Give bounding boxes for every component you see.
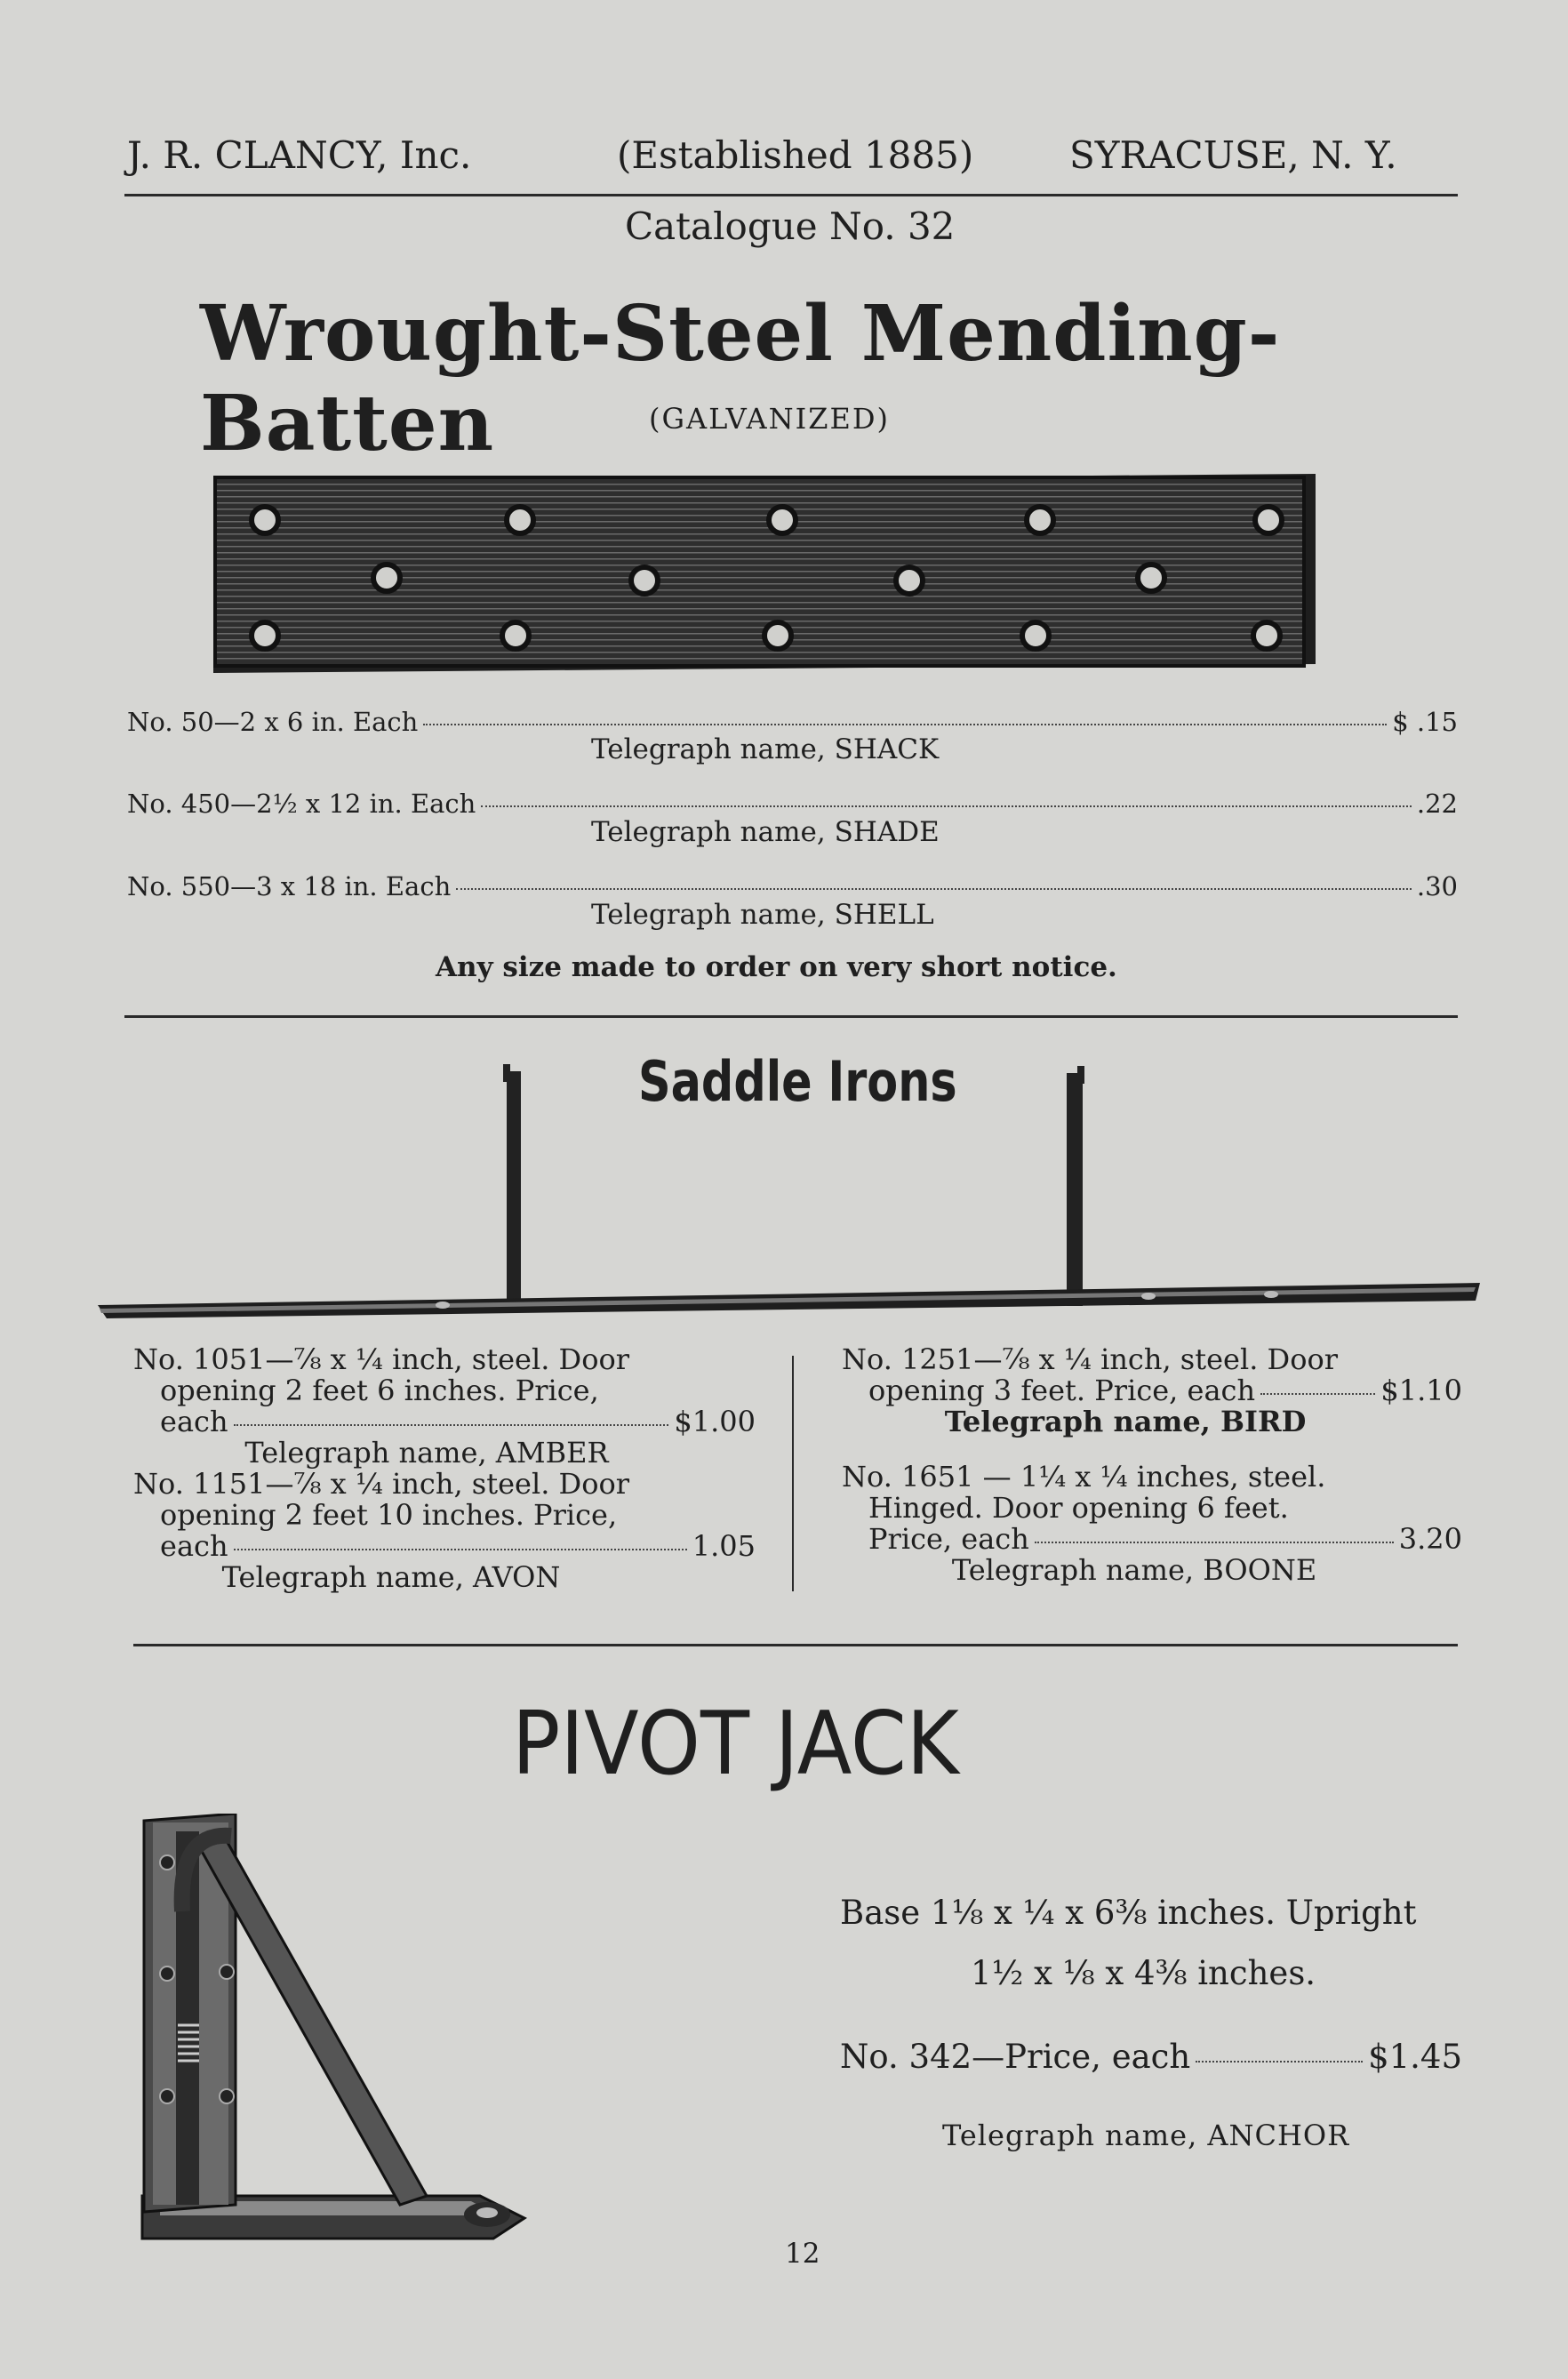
item-1051-line2: opening 2 feet 6 inches. Price,	[160, 1374, 599, 1407]
item-1051-telegraph: Telegraph name, AMBER	[244, 1436, 609, 1470]
item-1051-each: each	[160, 1405, 228, 1438]
leader-dots	[481, 805, 1412, 807]
batten-item-label: No. 50—2 x 6 in. Each	[127, 707, 419, 737]
batten-subtitle: (GALVANIZED)	[649, 402, 891, 436]
batten-item-50	[127, 707, 1458, 737]
leader-dots	[1196, 2061, 1363, 2063]
batten-title: Wrought-Steel Mending-Batten	[200, 289, 1281, 469]
catalogue-number: Catalogue No. 32	[625, 204, 956, 248]
pivot-spec-line2: 1½ x ⅛ x 4⅜ inches.	[971, 1954, 1316, 1992]
item-1151-each: each	[160, 1529, 228, 1563]
item-1251-text: opening 3 feet. Price, each	[868, 1374, 1256, 1407]
item-1051-price-row	[133, 1406, 756, 1438]
batten-telegraph-shell: Telegraph name, SHELL	[591, 899, 934, 931]
batten-item-price: .30	[1416, 871, 1458, 901]
item-1051-line1: No. 1051—⅞ x ¼ inch, steel. Door	[133, 1342, 630, 1376]
section-rule-2	[133, 1644, 1458, 1646]
batten-item-550	[127, 871, 1458, 901]
leader-dots	[234, 1424, 669, 1426]
saddle-title: Saddle Irons	[638, 1049, 957, 1114]
pivot-spec-line1: Base 1⅛ x ¼ x 6⅜ inches. Upright	[840, 1894, 1417, 1932]
item-1651-price-row	[842, 1524, 1462, 1555]
pivot-price: $1.45	[1368, 2038, 1462, 2076]
batten-item-price: $ .15	[1392, 707, 1458, 737]
item-1651-telegraph: Telegraph name, BOONE	[951, 1553, 1317, 1587]
batten-item-label: No. 450—2½ x 12 in. Each	[127, 789, 476, 819]
pivot-telegraph: Telegraph name, ANCHOR	[942, 2119, 1350, 2152]
leader-dots	[456, 888, 1412, 890]
established-text: (Established 1885)	[617, 133, 974, 177]
saddle-iron-illustration	[89, 1053, 1493, 1320]
pivot-price-row	[840, 2038, 1462, 2076]
leader-dots	[423, 724, 1387, 725]
item-1651-line1: No. 1651 — 1¼ x ¼ inches, steel.	[842, 1460, 1326, 1494]
pivot-price-label: No. 342—Price, each	[840, 2038, 1191, 2076]
item-1151-line1: No. 1151—⅞ x ¼ inch, steel. Door	[133, 1467, 630, 1501]
batten-item-price: .22	[1416, 789, 1458, 819]
batten-telegraph-shade: Telegraph name, SHADE	[591, 816, 940, 848]
batten-item-label: No. 550—3 x 18 in. Each	[127, 871, 452, 901]
item-1151-line2: opening 2 feet 10 inches. Price,	[160, 1498, 618, 1532]
item-1251-line1: No. 1251—⅞ x ¼ inch, steel. Door	[842, 1342, 1339, 1376]
batten-illustration	[204, 467, 1324, 680]
company-name: J. R. CLANCY, Inc.	[127, 133, 472, 177]
header-rule	[124, 194, 1458, 196]
item-1151-telegraph: Telegraph name, AVON	[221, 1560, 561, 1594]
page-number: 12	[785, 2238, 820, 2270]
saddle-column-divider	[792, 1356, 794, 1591]
item-1051-price: $1.00	[674, 1405, 756, 1438]
item-1251-price: $1.10	[1380, 1374, 1462, 1407]
batten-item-450	[127, 789, 1458, 819]
item-1651-each: Price, each	[868, 1522, 1029, 1556]
pivot-jack-illustration	[133, 1814, 533, 2240]
item-1651-price: 3.20	[1398, 1522, 1462, 1556]
leader-dots	[1035, 1542, 1394, 1543]
batten-note: Any size made to order on very short notice.	[436, 951, 1117, 983]
item-1651-line2: Hinged. Door opening 6 feet.	[868, 1491, 1289, 1525]
item-1251-price-row	[842, 1375, 1462, 1406]
leader-dots	[1260, 1393, 1375, 1395]
leader-dots	[234, 1549, 687, 1550]
pivot-title: PIVOT JACK	[512, 1694, 959, 1795]
saddle-right-column	[842, 1344, 1462, 1586]
batten-telegraph-shack: Telegraph name, SHACK	[591, 733, 940, 765]
saddle-left-column	[133, 1344, 756, 1593]
city-text: SYRACUSE, N. Y.	[1069, 133, 1397, 177]
item-1151-price-row	[133, 1531, 756, 1562]
item-1251-telegraph: Telegraph name, BIRD	[944, 1405, 1307, 1438]
item-1151-price: 1.05	[692, 1529, 756, 1563]
section-rule-1	[124, 1015, 1458, 1018]
